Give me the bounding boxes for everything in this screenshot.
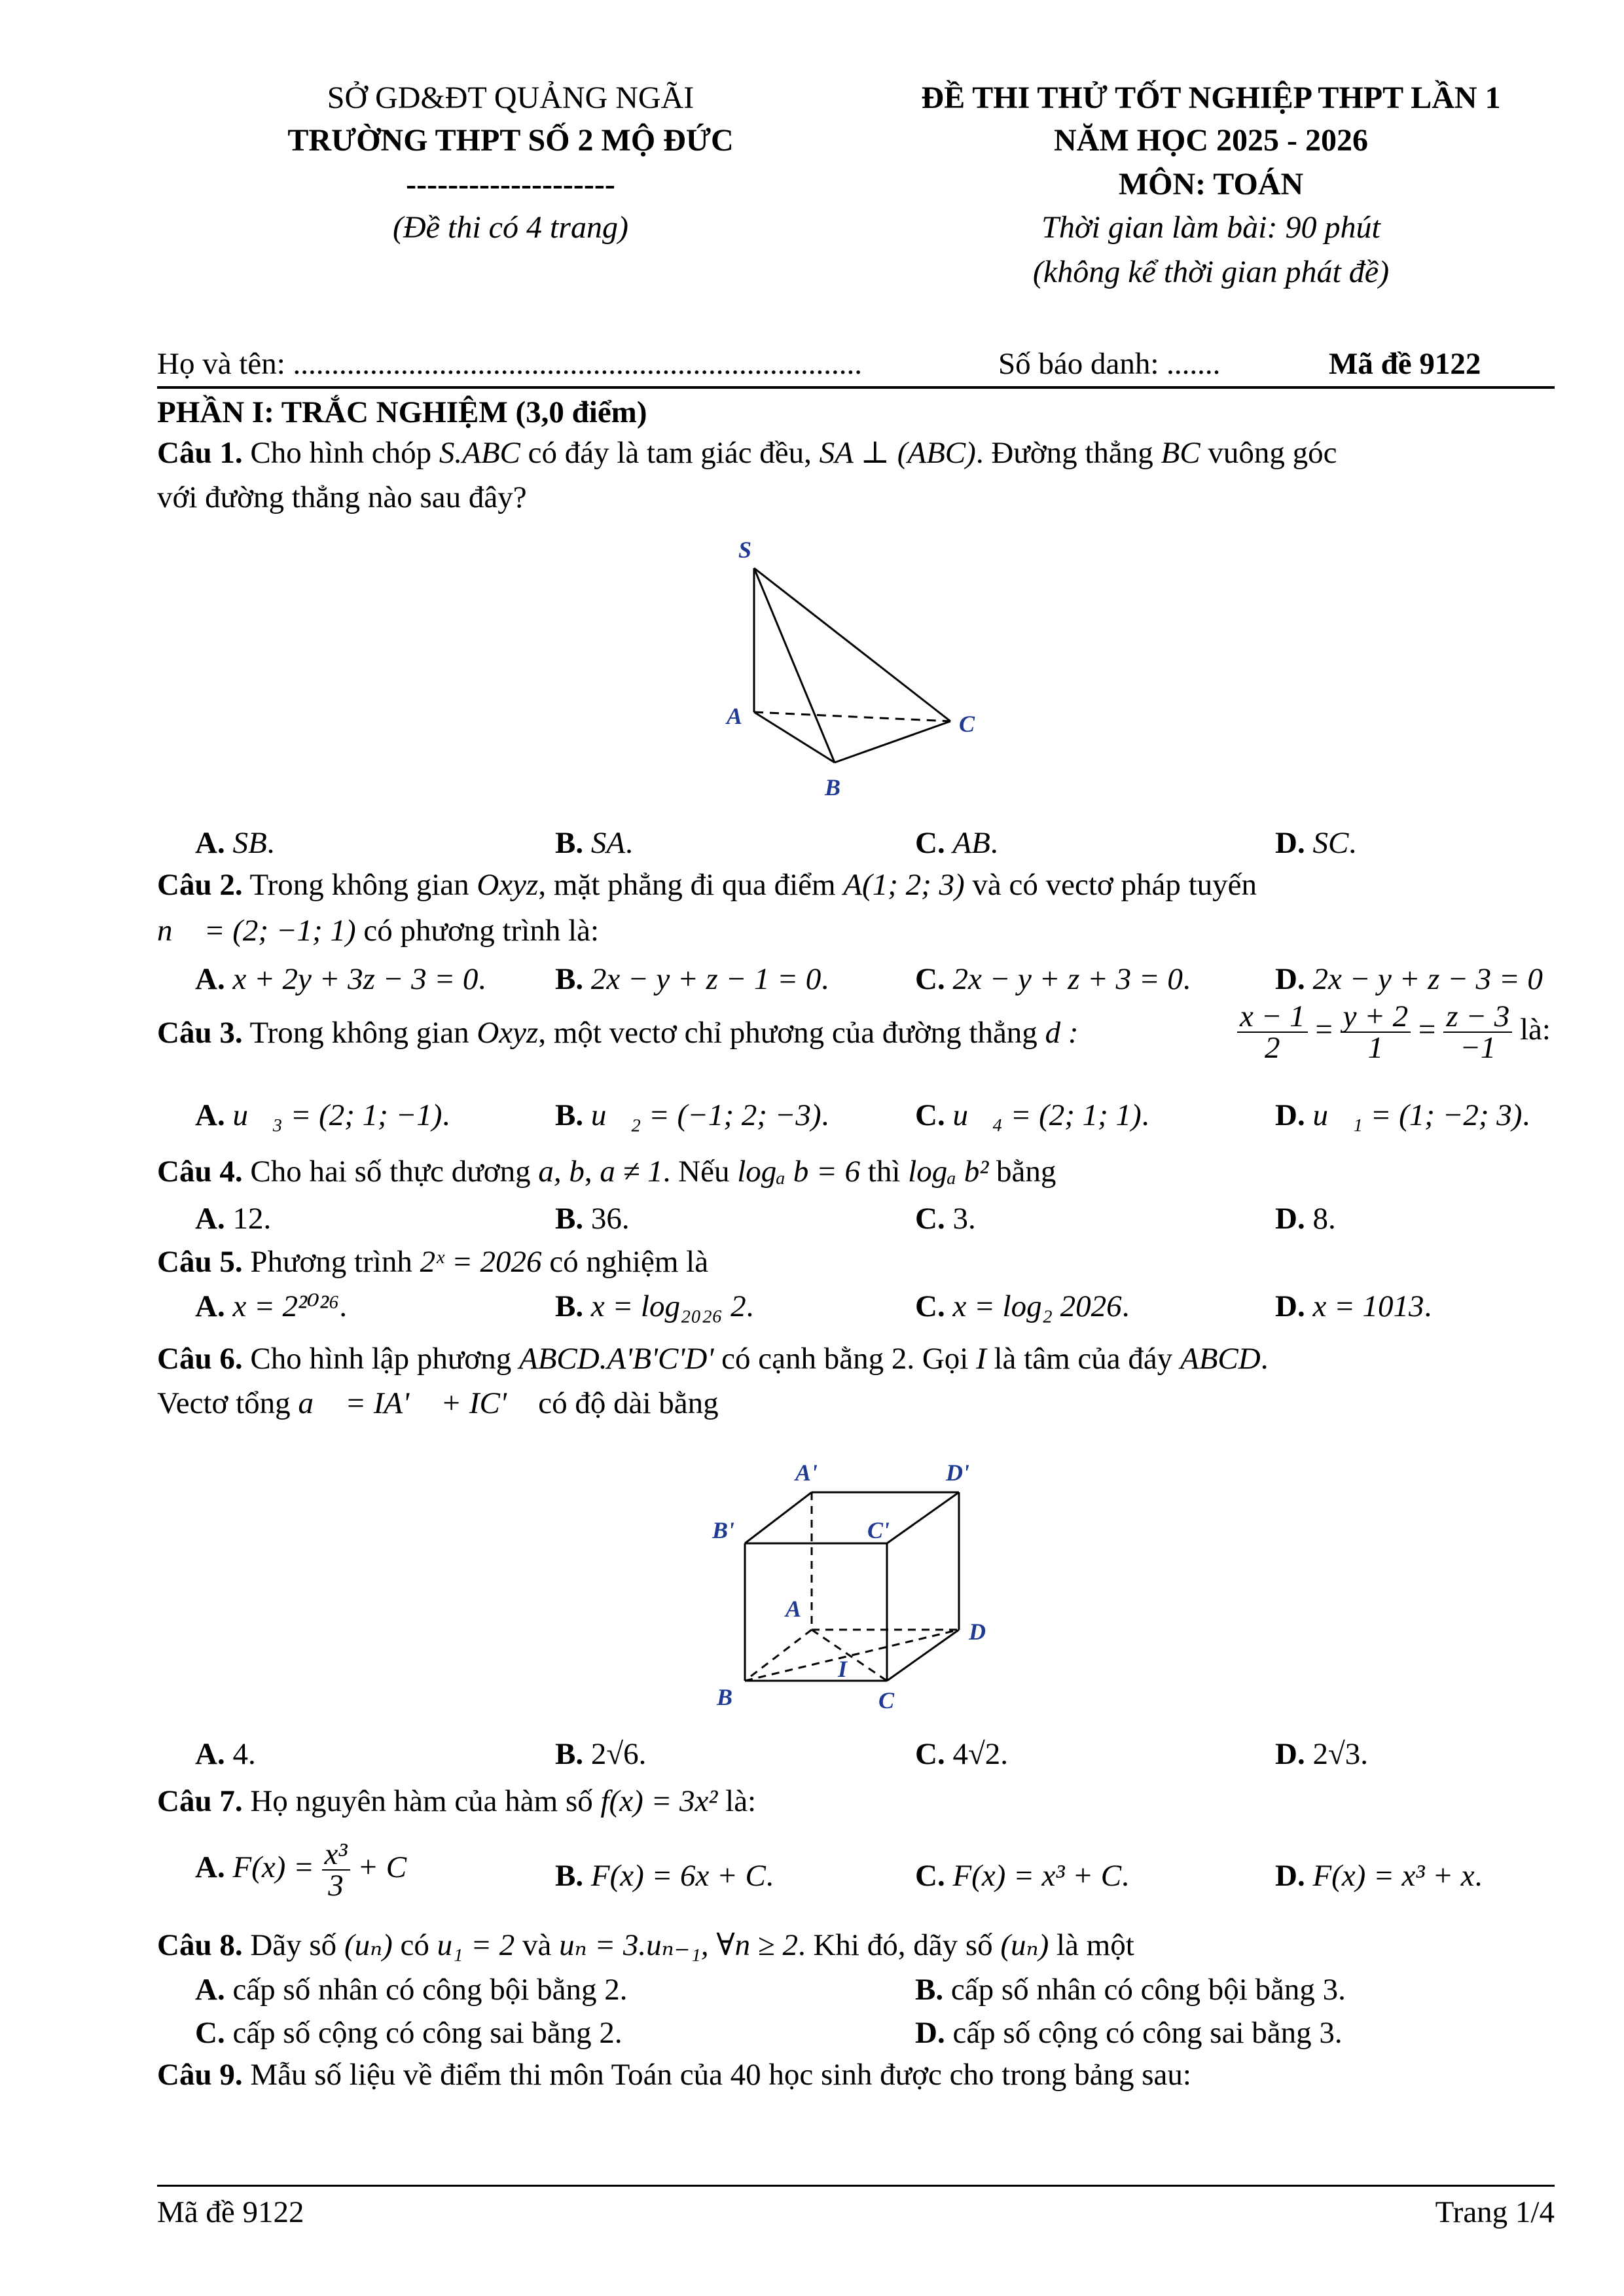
student-name-field: Họ và tên: .......................................................................... bbox=[157, 347, 863, 381]
option-b[interactable]: B. SA. bbox=[555, 826, 633, 860]
cube-figure bbox=[707, 1440, 1060, 1715]
option-d[interactable]: D. 8. bbox=[1275, 1202, 1336, 1236]
question-label: Câu 9. bbox=[157, 2058, 243, 2092]
option-d[interactable]: D. x = 1013. bbox=[1275, 1289, 1432, 1323]
option-a[interactable]: A. u⃗₃ = (2; 1; −1). bbox=[195, 1098, 450, 1132]
option-b[interactable]: B. 2√6. bbox=[555, 1737, 647, 1771]
option-d[interactable]: D. SC. bbox=[1275, 826, 1357, 860]
option-c[interactable]: C. 2x − y + z + 3 = 0. bbox=[915, 962, 1191, 996]
option-c[interactable]: C. F(x) = x³ + C. bbox=[915, 1859, 1129, 1893]
question-label: Câu 3. bbox=[157, 1016, 243, 1050]
option-b[interactable]: B. cấp số nhân có công bội bằng 3. bbox=[915, 1973, 1346, 2007]
edge-bc bbox=[835, 721, 950, 762]
question-label: Câu 4. bbox=[157, 1155, 243, 1189]
vertex-label-c: C bbox=[959, 711, 975, 737]
question-label: Câu 6. bbox=[157, 1342, 243, 1376]
option-a[interactable]: A. 12. bbox=[195, 1202, 272, 1236]
vertex-label-s: S bbox=[738, 537, 752, 563]
option-a[interactable]: A. cấp số nhân có công bội bằng 2. bbox=[195, 1973, 628, 2007]
question-2-line2: n⃗ = (2; −1; 1) có phương trình là: bbox=[157, 914, 600, 948]
option-d[interactable]: D. u⃗₁ = (1; −2; 3). bbox=[1275, 1098, 1530, 1132]
question-label: Câu 8. bbox=[157, 1928, 243, 1962]
question-8: Câu 8. Dãy số (uₙ) có u₁ = 2 và uₙ = 3.uₙ₋₁, ∀n ≥ 2. Khi đó, dãy số (uₙ) là một bbox=[157, 1928, 1134, 1962]
vertex-label-a: A bbox=[785, 1596, 802, 1622]
question-5: Câu 5. Phương trình 2ˣ = 2026 có nghiệm là bbox=[157, 1245, 709, 1279]
vertex-label-d1: D' bbox=[946, 1460, 969, 1486]
subject: MÔN: TOÁN bbox=[1118, 167, 1304, 202]
vertex-label-c1: C' bbox=[867, 1517, 890, 1543]
footer-exam-code: Mã đề 9122 bbox=[157, 2195, 304, 2229]
vertex-label-i: I bbox=[838, 1656, 848, 1682]
option-c[interactable]: C. 3. bbox=[915, 1202, 976, 1236]
footer-rule bbox=[157, 2185, 1555, 2187]
exam-title: ĐỀ THI THỬ TỐT NGHIỆP THPT LẦN 1 bbox=[921, 81, 1501, 115]
question-9: Câu 9. Mẫu số liệu về điểm thi môn Toán của 40 học sinh được cho trong bảng sau: bbox=[157, 2058, 1191, 2092]
edge-ab bbox=[754, 712, 835, 762]
question-6-line2: Vectơ tổng a⃗ = IA'⃗ + IC'⃗ có độ dài bằng bbox=[157, 1386, 719, 1420]
option-d[interactable]: D. cấp số cộng có công sai bằng 3. bbox=[915, 2016, 1343, 2050]
school-year: NĂM HỌC 2025 - 2026 bbox=[1054, 123, 1368, 158]
option-c[interactable]: C. 4√2. bbox=[915, 1737, 1008, 1771]
vertex-label-d: D bbox=[969, 1619, 986, 1645]
page-number: Trang 1/4 bbox=[1435, 2195, 1555, 2229]
vertex-label-a1: A' bbox=[795, 1460, 818, 1486]
vertex-label-b: B bbox=[717, 1684, 733, 1710]
fraction-2: $\frac{y + 2}{1}$ bbox=[1341, 1001, 1411, 1063]
option-d[interactable]: D. F(x) = x³ + x. bbox=[1275, 1859, 1483, 1893]
vertex-label-b1: B' bbox=[712, 1517, 735, 1543]
vertex-label-a: A bbox=[727, 703, 743, 729]
fraction-1: $\frac{x - 1}{2}$ bbox=[1237, 1001, 1308, 1063]
question-label: Câu 5. bbox=[157, 1245, 243, 1279]
time-limit: Thời gian làm bài: 90 phút bbox=[1041, 210, 1380, 245]
question-1: Câu 1. Cho hình chóp S.ABC có đáy là tam giác đều, SA ⊥ (ABC). Đường thẳng BC vuông góc bbox=[157, 436, 1337, 470]
fraction-3: $\frac{z - 3}{-1}$ bbox=[1443, 1001, 1512, 1063]
question-4: Câu 4. Cho hai số thực dương a, b, a ≠ 1. Nếu logₐ b = 6 thì logₐ b² bằng bbox=[157, 1155, 1056, 1189]
option-a[interactable]: A. x + 2y + 3z − 3 = 0. bbox=[195, 962, 486, 996]
time-note: (không kể thời gian phát đề) bbox=[1032, 255, 1390, 289]
option-c[interactable]: C. u⃗₄ = (2; 1; 1). bbox=[915, 1098, 1149, 1132]
question-label: Câu 7. bbox=[157, 1784, 243, 1818]
page-count-note: (Đề thi có 4 trang) bbox=[393, 210, 628, 245]
option-a[interactable]: A. F(x) = $\frac{\text{x³}}{3}$ + C bbox=[195, 1837, 407, 1903]
exam-code: Mã đề 9122 bbox=[1329, 347, 1481, 381]
edge-sb bbox=[754, 568, 835, 762]
question-2: Câu 2. Trong không gian Oxyz, mặt phẳng đi qua điểm A(1; 2; 3) và có vectơ pháp tuyến bbox=[157, 868, 1257, 902]
option-b[interactable]: B. u⃗₂ = (−1; 2; −3). bbox=[555, 1098, 829, 1132]
department-name: SỞ GD&ĐT QUẢNG NGÃI bbox=[327, 81, 695, 115]
vertex-label-c: C bbox=[878, 1687, 895, 1713]
question-3: Câu 3. Trong không gian Oxyz, một vectơ chỉ phương của đường thẳng d : bbox=[157, 1016, 1079, 1050]
option-d[interactable]: D. 2√3. bbox=[1275, 1737, 1368, 1771]
student-id-field: Số báo danh: ....... bbox=[998, 347, 1221, 381]
question-label: Câu 2. bbox=[157, 868, 243, 902]
option-b[interactable]: B. F(x) = 6x + C. bbox=[555, 1859, 774, 1893]
question-label: Câu 1. bbox=[157, 436, 243, 470]
option-d[interactable]: D. 2x − y + z − 3 = 0 bbox=[1275, 962, 1543, 996]
option-a[interactable]: A. x = 2²⁰²⁶. bbox=[195, 1289, 348, 1323]
option-a[interactable]: A. 4. bbox=[195, 1737, 256, 1771]
line-equation: $\frac{x - 1}{2}$ = $\frac{y + 2}{1}$ = $\frac{z - 3}{-1}$ là: bbox=[1237, 1001, 1551, 1063]
option-a[interactable]: A. SB. bbox=[195, 826, 275, 860]
pyramid-figure bbox=[707, 530, 1008, 805]
option-c[interactable]: C. AB. bbox=[915, 826, 998, 860]
option-c[interactable]: C. cấp số cộng có công sai bằng 2. bbox=[195, 2016, 623, 2050]
option-b[interactable]: B. 36. bbox=[555, 1202, 630, 1236]
vertex-label-b: B bbox=[825, 774, 841, 800]
question-7: Câu 7. Họ nguyên hàm của hàm số f(x) = 3x² là: bbox=[157, 1784, 757, 1818]
school-name: TRƯỜNG THPT SỐ 2 MỘ ĐỨC bbox=[287, 123, 734, 158]
edge-sc bbox=[754, 568, 950, 721]
option-b[interactable]: B. x = log₂₀₂₆ 2. bbox=[555, 1289, 754, 1323]
option-b[interactable]: B. 2x − y + z − 1 = 0. bbox=[555, 962, 829, 996]
question-6: Câu 6. Cho hình lập phương ABCD.A'B'C'D' có cạnh bằng 2. Gọi I là tâm của đáy ABCD. bbox=[157, 1342, 1269, 1376]
edge-ac-hidden bbox=[754, 712, 950, 721]
question-1-line2: với đường thẳng nào sau đây? bbox=[157, 480, 527, 514]
option-c[interactable]: C. x = log₂ 2026. bbox=[915, 1289, 1130, 1323]
header-rule bbox=[157, 386, 1555, 389]
header-divider: -------------------- bbox=[406, 167, 615, 202]
fraction: $\frac{\text{x³}}{3}$ bbox=[322, 1839, 350, 1901]
section-title: PHẦN I: TRẮC NGHIỆM (3,0 điểm) bbox=[157, 395, 647, 429]
